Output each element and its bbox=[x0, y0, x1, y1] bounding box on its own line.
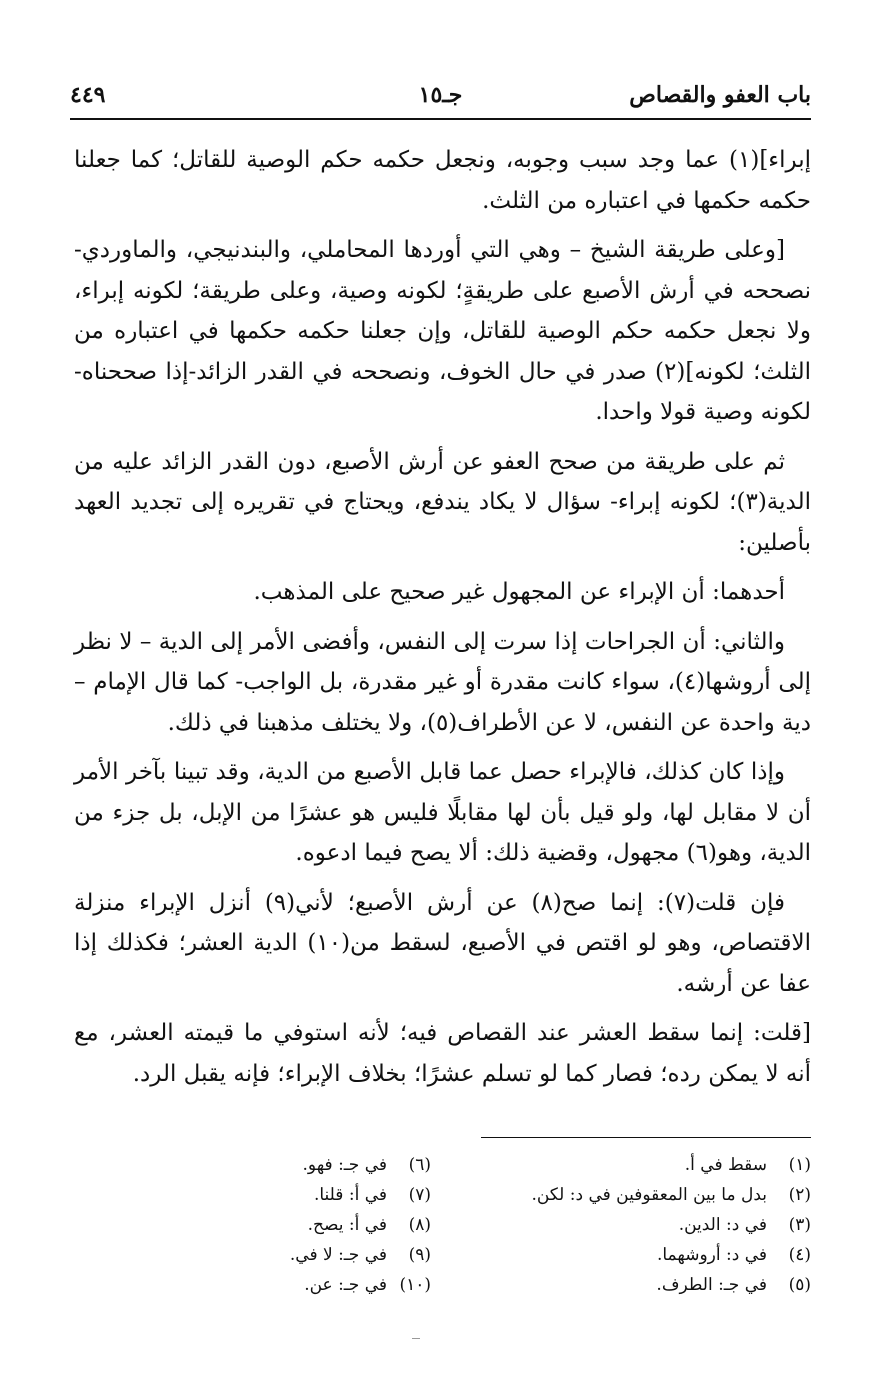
main-text bbox=[74, 140, 811, 1103]
chapter-title: باب العفو والقصاص bbox=[629, 82, 811, 108]
footnote-item bbox=[101, 1210, 431, 1240]
page-header bbox=[70, 78, 811, 112]
footnote-text: في د: الدين. bbox=[678, 1215, 767, 1235]
header-divider bbox=[70, 118, 811, 120]
footnote-column-left bbox=[101, 1150, 431, 1300]
footnote-text: في جـ: لا في. bbox=[289, 1245, 387, 1265]
paragraph: [قلت: إنما سقط العشر عند القصاص فيه؛ لأنه استوفي ما قيمته العشر، مع أنه لا يمكن رده؛ فصار كما لو تسلم عشرًا؛ بخلاف الإبراء؛ فإنه يقبل الرد. bbox=[74, 1020, 811, 1087]
footnote-item bbox=[101, 1240, 431, 1270]
footnote-item bbox=[481, 1270, 811, 1300]
paragraph: إبراء](١) عما وجد سبب وجوبه، ونجعل حكمه حكم الوصية للقاتل؛ كما جعلنا حكمه حكمها في اعتباره من الثلث. bbox=[74, 147, 811, 214]
paragraph: والثاني: أن الجراحات إذا سرت إلى النفس، وأفضى الأمر إلى الدية – لا نظر إلى أروشها(٤)، سواء كانت مقدرة أو غير مقدرة، بل الواجب- كما قال الإمام – دية واحدة عن النفس، لا عن الأطراف(٥)، ولا يختلف مذهبنا في ذلك. bbox=[74, 628, 811, 736]
footnote-item bbox=[101, 1180, 431, 1210]
footnote-text: في جـ: فهو. bbox=[302, 1155, 387, 1175]
paragraph: فإن قلت(٧): إنما صح(٨) عن أرش الأصبع؛ لأني(٩) أنزل الإبراء منزلة الاقتصاص، وهو لو اقتص في الأصبع، لسقط من(١٠) الدية العشر؛ فكذلك إذا عفا عن أرشه. bbox=[74, 889, 811, 997]
footnote-number: (٣) bbox=[788, 1215, 811, 1235]
paragraph: ثم على طريقة من صحح العفو عن أرش الأصبع، دون القدر الزائد عليه من الدية(٣)؛ لكونه إبراء- سؤال لا يكاد يندفع، ويحتاج في تقريره إلى تجديد العهد بأصلين: bbox=[74, 448, 811, 556]
footnote-number: (١) bbox=[788, 1155, 811, 1175]
footnote-number: (٩) bbox=[408, 1245, 431, 1265]
footnote-column-right bbox=[481, 1150, 811, 1300]
volume-label: جـ١٥ bbox=[418, 82, 463, 108]
page-number: ٤٤٩ bbox=[70, 82, 106, 108]
footnote-item bbox=[481, 1150, 811, 1180]
footnote-text: بدل ما بين المعقوفين في د: لكن. bbox=[531, 1185, 767, 1205]
footnote-number: (٥) bbox=[788, 1275, 811, 1295]
paragraph: أحدهما: أن الإبراء عن المجهول غير صحيح على المذهب. bbox=[253, 579, 785, 605]
footnote-text: في جـ: عن. bbox=[304, 1275, 387, 1295]
footnote-number: (٦) bbox=[408, 1155, 431, 1175]
footnote-number: (٧) bbox=[408, 1185, 431, 1205]
footnote-number: (١٠) bbox=[399, 1275, 431, 1295]
footnote-number: (٤) bbox=[788, 1245, 811, 1265]
footnote-number: (٢) bbox=[788, 1185, 811, 1205]
page-mark bbox=[412, 1338, 420, 1339]
footnote-text: في جـ: الطرف. bbox=[656, 1275, 767, 1295]
footnote-text: في أ: قلنا. bbox=[313, 1185, 387, 1205]
footnote-item bbox=[101, 1270, 431, 1300]
footnote-divider bbox=[481, 1137, 811, 1138]
footnote-text: في أ: يصح. bbox=[307, 1215, 387, 1235]
footnote-number: (٨) bbox=[408, 1215, 431, 1235]
footnote-item bbox=[101, 1150, 431, 1180]
paragraph: [وعلى طريقة الشيخ – وهي التي أوردها المحاملي، والبندنيجي، والماوردي- نصححه في أرش الأصبع على طريقةٍ؛ لكونه وصية، وعلى طريقة؛ لكونه إبراء، ولا نجعل حكمه حكم الوصية للقاتل، وإن جعلنا حكمه حكمها في اعتباره من الثلث؛ لكونه](٢) صدر في حال الخوف، ونصححه في القدر الزائد-إذا صححناه- لكونه وصية قولا واحدا. bbox=[74, 237, 811, 425]
paragraph: وإذا كان كذلك، فالإبراء حصل عما قابل الأصبع من الدية، وقد تبينا بآخر الأمر أن لا مقابل لها، ولو قيل بأن لها مقابلًا فليس هو عشرًا من الإبل، بل جزء من الدية، وهو(٦) مجهول، وقضية ذلك: ألا يصح فيما ادعوه. bbox=[74, 759, 811, 866]
footnote-text: في د: أروشهما. bbox=[656, 1245, 767, 1265]
footnote-item bbox=[481, 1210, 811, 1240]
footnote-item bbox=[481, 1180, 811, 1210]
footnote-item bbox=[481, 1240, 811, 1270]
footnote-text: سقط في أ. bbox=[684, 1155, 767, 1175]
